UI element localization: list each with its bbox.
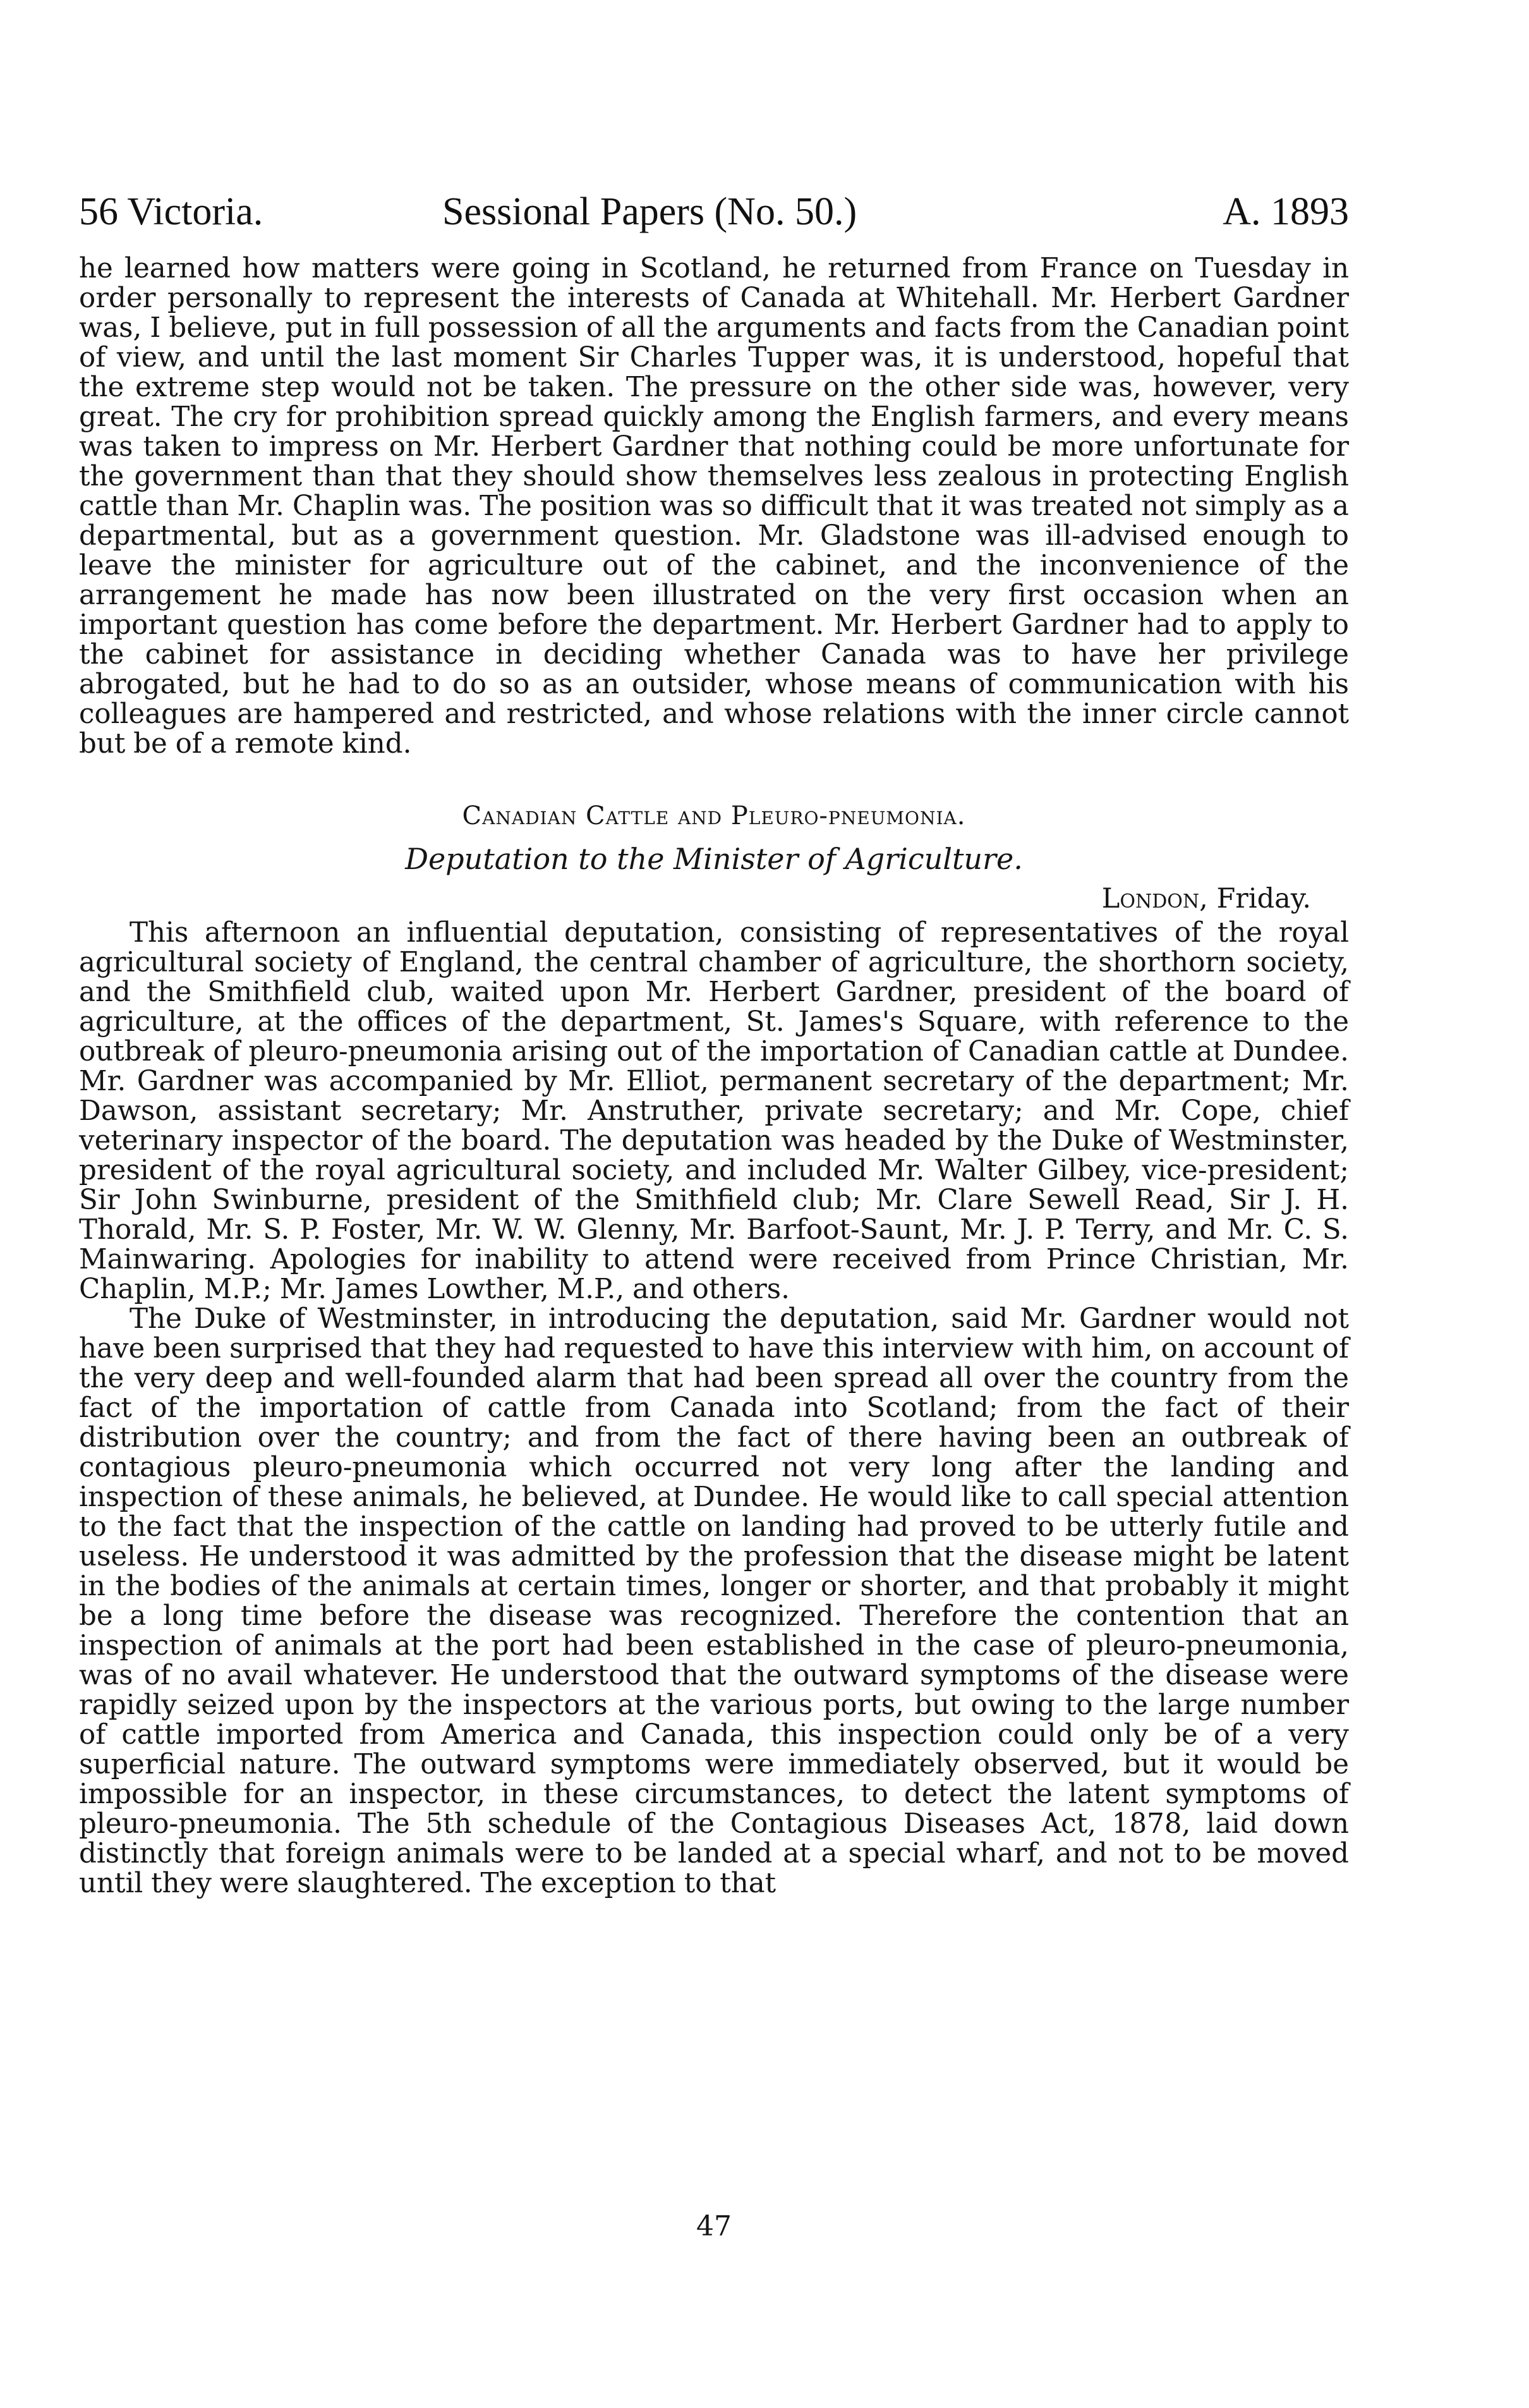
dateline-place: London, (1101, 883, 1208, 915)
body-paragraph-3: The Duke of Westminster, in introducing the deputation, said Mr. Gardner would not have been surprised that they had requested to have this interview with him, on account of the very deep and well-founded alarm that had been spread all over the country from the fact of the importation of cattle from Canada into Scotland; from the fact of their distribution over the country; and from the fact of there having been an outbreak of contagious pleuro-pneumonia which occurred not very long after the landing and inspection of these animals, he believed, at Dundee. He would like to call special attention to the fact that the inspection of the cattle on landing had proved to be utterly futile and useless. He understood it was admitted by the profession that the disease might be latent in the bodies of the animals at certain times, longer or shorter, and that probably it might be a long time before the disease was recognized. Therefore the contention that an inspection of animals at the port had been established in the case of pleuro-pneumonia, was of no avail whatever. He understood that the outward symptoms of the disease were rapidly seized upon by the inspectors at the various ports, but owing to the large number of cattle imported from America and Canada, this inspection could only be of a very superficial nature. The outward symptoms were immediately observed, but it would be impossible for an inspector, in these circumstances, to detect the latent symptoms of pleuro-pneumonia. The 5th schedule of the Contagious Diseases Act, 1878, laid down distinctly that foreign animals were to be landed at a special wharf, and not to be moved until they were slaughtered. The exception to that (79, 1303, 1349, 1899)
section-subtitle: Deputation to the Minister of Agriculture. (405, 842, 1023, 876)
header-year: A. 1893 (1223, 190, 1349, 233)
document-page (79, 190, 1349, 1899)
header-volume: 56 Victoria. (79, 190, 263, 233)
dateline (79, 882, 1349, 916)
page-number: 47 (696, 2210, 732, 2242)
running-header (79, 190, 1349, 246)
dateline-day: Friday. (1216, 883, 1311, 915)
body-paragraph-2: This afternoon an influential deputation, consisting of representatives of the royal agricultural society of England, the central chamber of agriculture, the shorthorn society, and the Smithfield club, waited upon Mr. Herbert Gardner, president of the board of agriculture, at the offices of the department, St. James's Square, with reference to the outbreak of pleuro-pneumonia arising out of the importation of Canadian cattle at Dundee. Mr. Gardner was accompanied by Mr. Elliot, permanent secretary of the department; Mr. Dawson, assistant secretary; Mr. Anstruther, private secretary; and Mr. Cope, chief veterinary inspector of the board. The deputation was headed by the Duke of Westminster, president of the royal agricultural society, and included Mr. Walter Gilbey, vice-president; Sir John Swinburne, president of the Smithfield club; Mr. Clare Sewell Read, Sir J. H. Thorald, Mr. S. P. Foster, Mr. W. W. Glenny, Mr. Barfoot-Saunt, Mr. J. P. Terry, and Mr. C. S. Mainwaring. Apologies for inability to attend were received from Prince Christian, Mr. Chaplin, M.P.; Mr. James Lowther, M.P., and others. (79, 917, 1349, 1305)
section-title: Canadian Cattle and Pleuro-pneumonia. (462, 801, 966, 830)
header-title: Sessional Papers (No. 50.) (442, 190, 857, 233)
body-paragraph-1: he learned how matters were going in Scotland, he returned from France on Tuesday in order personally to represent the interests of Canada at Whitehall. Mr. Herbert Gardner was, I believe, put in full possession of all the arguments and facts from the Canadian point of view, and until the last moment Sir Charles Tupper was, it is understood, hopeful that the extreme step would not be taken. The pressure on the other side was, however, very great. The cry for prohibition spread quickly among the English farmers, and every means was taken to impress on Mr. Herbert Gardner that nothing could be more unfortunate for the government than that they should show themselves less zealous in protecting English cattle than Mr. Chaplin was. The position was so difficult that it was treated not simply as a departmental, but as a government question. Mr. Gladstone was ill-advised enough to leave the minister for agriculture out of the cabinet, and the inconvenience of the arrangement he made has now been illustrated on the very first occasion when an important question has come before the department. Mr. Herbert Gardner had to apply to the cabinet for assistance in deciding whether Canada was to have her privilege abrogated, but he had to do so as an outsider, whose means of communication with his colleagues are hampered and restricted, and whose relations with the inner circle cannot but be of a remote kind. (79, 253, 1349, 760)
